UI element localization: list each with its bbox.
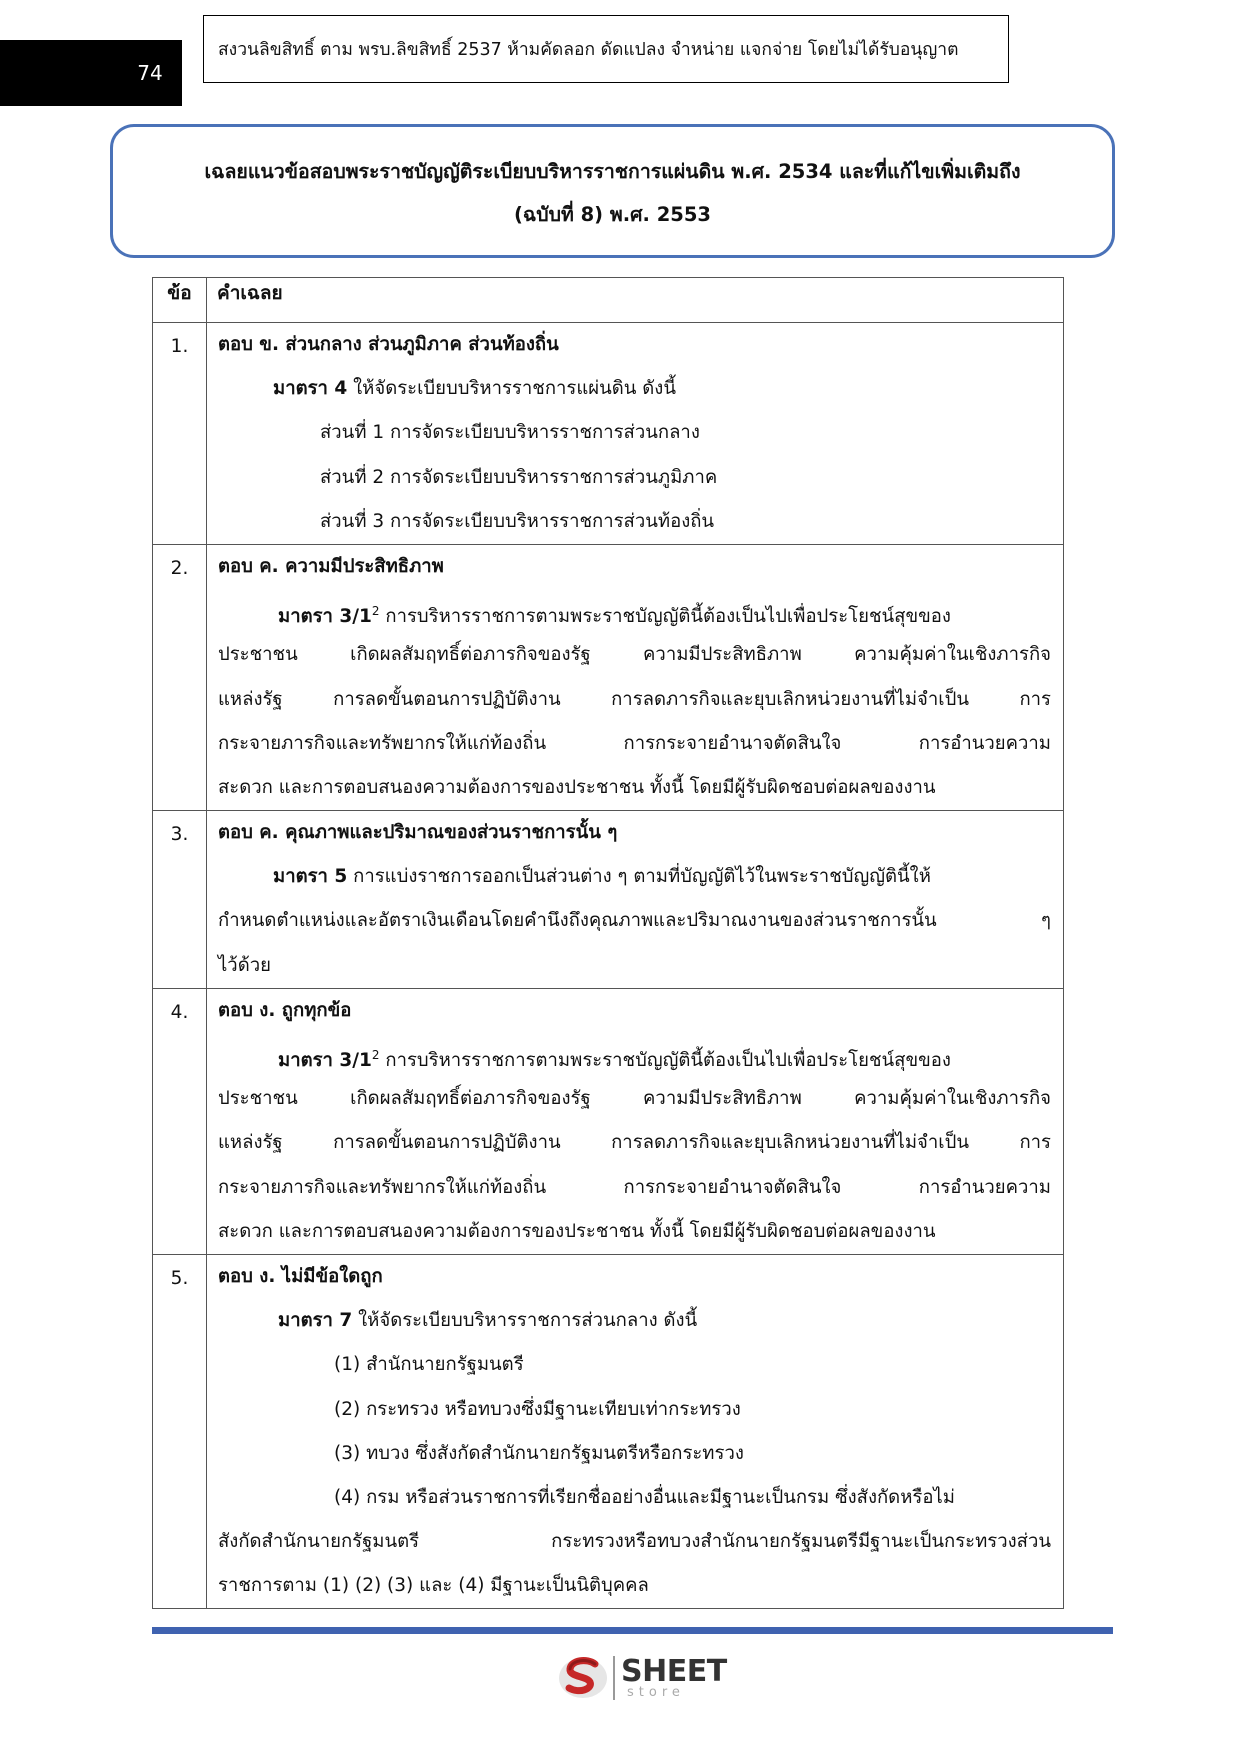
section-paragraph: มาตรา $3/1^2$ การบริหารราชการตามพระราชบัญญัตินี้ต้องเป็นไปเพื่อประโยชน์สุขของ: [278, 604, 951, 628]
paragraph-line: แหล่งรัฐ การลดขั้นตอนการปฏิบัติงาน การลดภารกิจและยุบเลิกหน่วยงานที่ไม่จำเป็น การ: [218, 688, 1051, 710]
section-paragraph: มาตรา 7 ให้จัดระเบียบบริหารราชการส่วนกลาง ดังนี้: [278, 1310, 698, 1332]
row-answer-cell: [207, 1254, 1064, 1609]
table-row: [153, 1254, 1064, 1609]
row-number: 4.: [153, 988, 207, 1254]
list-item: ส่วนที่ 3 การจัดระเบียบบริหารราชการส่วนท้องถิ่น: [320, 510, 715, 532]
answer-heading: ตอบ ค. ความมีประสิทธิภาพ: [218, 555, 444, 577]
section-paragraph: มาตรา 5 การแบ่งราชการออกเป็นส่วนต่าง ๆ ตามที่บัญญัติไว้ในพระราชบัญญัตินี้ให้: [273, 866, 931, 888]
logo-separator: [613, 1656, 615, 1700]
row-number: 1.: [153, 323, 207, 545]
row-answer-cell: [207, 323, 1064, 545]
title-line-2: (ฉบับที่ 8) พ.ศ. 2553: [514, 203, 711, 226]
list-item: (1) สำนักนายกรัฐมนตรี: [334, 1354, 524, 1376]
paragraph-line: สะดวก และการตอบสนองความต้องการของประชาชน ทั้งนี้ โดยมีผู้รับผิดชอบต่อผลของงาน: [218, 776, 936, 798]
answer-heading: ตอบ ค. คุณภาพและปริมาณของส่วนราชการนั้น ๆ: [218, 822, 618, 844]
paragraph-line: สังกัดสำนักนายกรัฐมนตรี กระทรวงหรือทบวงสำนักนายกรัฐมนตรีมีฐานะเป็นกระทรวงส่วน: [218, 1531, 1051, 1553]
footnote-marker: 2: [371, 604, 380, 619]
paragraph-line: กระจายภารกิจและทรัพยากรให้แก่ท้องถิ่น การกระจายอำนาจตัดสินใจ การอำนวยความ: [218, 1176, 1051, 1198]
answer-table: [152, 277, 1064, 1609]
list-item: ส่วนที่ 1 การจัดระเบียบบริหารราชการส่วนกลาง: [320, 422, 700, 444]
table-row: [153, 323, 1064, 545]
page-number: 74: [0, 40, 182, 106]
row-answer-cell: [207, 988, 1064, 1254]
list-item: (2) กระทรวง หรือทบวงซึ่งมีฐานะเทียบเท่ากระทรวง: [334, 1398, 741, 1420]
copyright-notice: สงวนลิขสิทธิ์ ตาม พรบ.ลิขสิทธิ์ 2537 ห้ามคัดลอก ดัดแปลง จำหน่าย แจกจ่าย โดยไม่ได้รับอนุญาต: [203, 15, 1009, 83]
row-number: 3.: [153, 811, 207, 989]
paragraph-line: ประชาชน เกิดผลสัมฤทธิ์ต่อภารกิจของรัฐ ความมีประสิทธิภาพ ความคุ้มค่าในเชิงภารกิจ: [218, 644, 1051, 666]
paragraph-line: แหล่งรัฐ การลดขั้นตอนการปฏิบัติงาน การลดภารกิจและยุบเลิกหน่วยงานที่ไม่จำเป็น การ: [218, 1132, 1051, 1154]
footer-divider: [152, 1627, 1113, 1634]
list-item: ส่วนที่ 2 การจัดระเบียบบริหารราชการส่วนภูมิภาค: [320, 466, 718, 488]
row-answer-cell: [207, 811, 1064, 989]
header-answer: คำเฉลย: [207, 278, 1064, 323]
section-paragraph: มาตรา $3/1^2$ การบริหารราชการตามพระราชบัญญัตินี้ต้องเป็นไปเพื่อประโยชน์สุขของ: [278, 1048, 951, 1072]
list-item: (4) กรม หรือส่วนราชการที่เรียกชื่ออย่างอื่นและมีฐานะเป็นกรม ซึ่งสังกัดหรือไม่: [334, 1486, 955, 1508]
table-row: [153, 544, 1064, 810]
paragraph-line: ราชการตาม (1) (2) (3) และ (4) มีฐานะเป็นนิติบุคคล: [218, 1575, 649, 1597]
paragraph-line: ไว้ด้วย: [218, 954, 271, 976]
paragraph-line: สะดวก และการตอบสนองความต้องการของประชาชน ทั้งนี้ โดยมีผู้รับผิดชอบต่อผลของงาน: [218, 1220, 936, 1242]
document-title: [110, 124, 1115, 258]
table-row: [153, 988, 1064, 1254]
footnote-marker: 2: [371, 1048, 380, 1062]
row-answer-cell: [207, 544, 1064, 810]
table-header-row: [153, 278, 1064, 323]
answer-heading: ตอบ ข. ส่วนกลาง ส่วนภูมิภาค ส่วนท้องถิ่น: [218, 334, 559, 355]
header-number: ข้อ: [153, 278, 207, 323]
row-number: 5.: [153, 1254, 207, 1609]
sheet-store-logo-icon: [557, 1652, 609, 1704]
section-paragraph: มาตรา 4 ให้จัดระเบียบบริหารราชการแผ่นดิน ดังนี้: [273, 378, 676, 400]
title-line-1: เฉลยแนวข้อสอบพระราชบัญญัติระเบียบบริหารราชการแผ่นดิน พ.ศ. 2534 และที่แก้ไขเพิ่มเติมถึง: [204, 160, 1021, 183]
paragraph-line: กำหนดตำแหน่งและอัตราเงินเดือนโดยคำนึงถึงคุณภาพและปริมาณงานของส่วนราชการนั้น ๆ: [218, 910, 1051, 932]
paragraph-line: ประชาชน เกิดผลสัมฤทธิ์ต่อภารกิจของรัฐ ความมีประสิทธิภาพ ความคุ้มค่าในเชิงภารกิจ: [218, 1088, 1051, 1110]
paragraph-line: กระจายภารกิจและทรัพยากรให้แก่ท้องถิ่น การกระจายอำนาจตัดสินใจ การอำนวยความ: [218, 732, 1051, 754]
list-item: (3) ทบวง ซึ่งสังกัดสำนักนายกรัฐมนตรีหรือกระทรวง: [334, 1442, 744, 1464]
logo-sub-text: store: [627, 1684, 685, 1700]
row-number: 2.: [153, 544, 207, 810]
answer-heading: ตอบ ง. ไม่มีข้อใดถูก: [218, 1265, 383, 1287]
sheet-store-logo: [557, 1650, 727, 1705]
answer-heading: ตอบ ง. ถูกทุกข้อ: [218, 999, 352, 1021]
logo-main-text: SHEET: [621, 1653, 727, 1689]
table-row: [153, 811, 1064, 989]
